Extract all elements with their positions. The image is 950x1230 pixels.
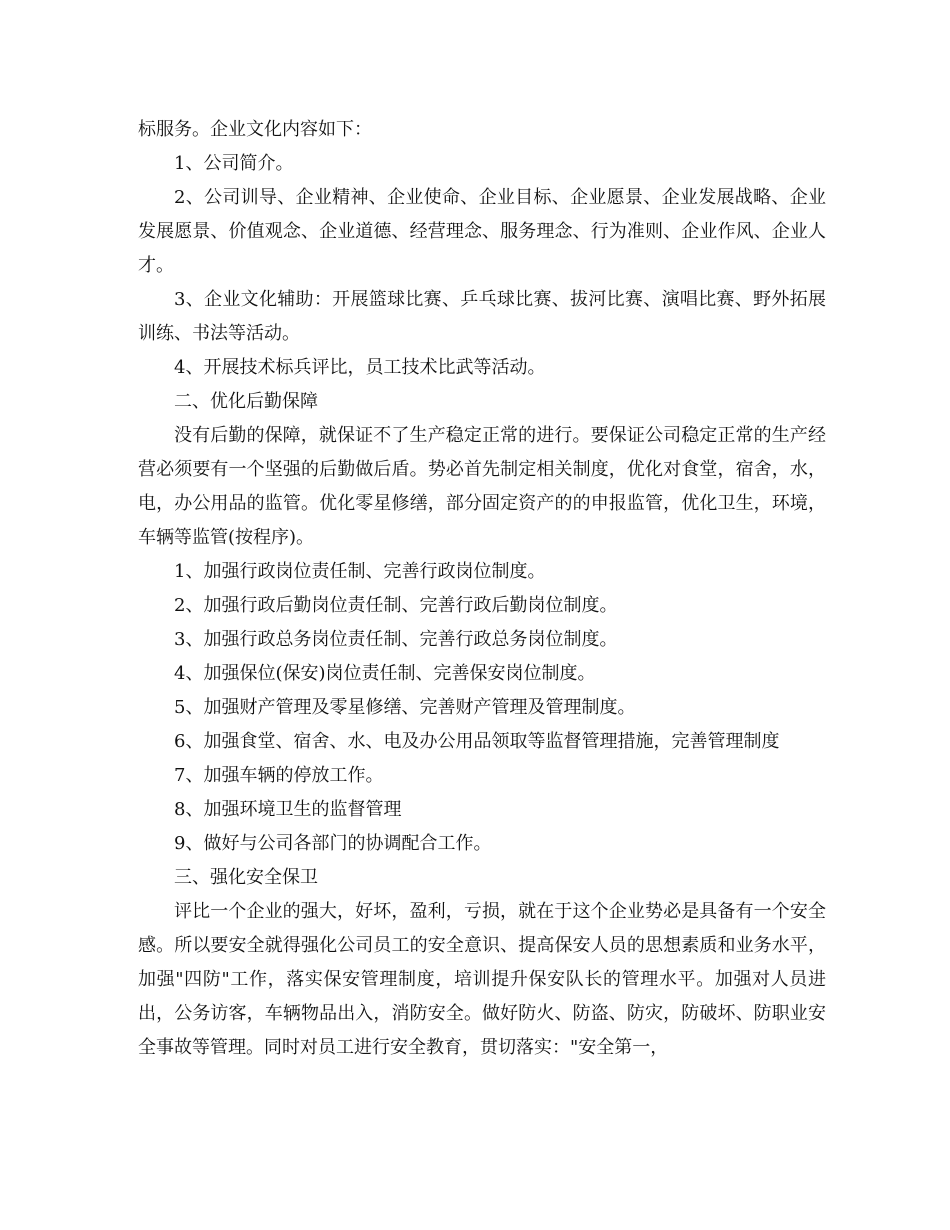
- paragraph-continuation: 标服务。企业文化内容如下：: [138, 119, 372, 140]
- list-item: 5、加强财产管理及零星修缮、完善财产管理及管理制度。: [174, 697, 636, 718]
- list-item-technical-contest: 4、开展技术标兵评比，员工技术比武等活动。: [174, 357, 546, 378]
- list-item-company-intro: 1、公司简介。: [174, 153, 294, 174]
- list-item: 9、做好与公司各部门的协调配合工作。: [174, 833, 492, 854]
- paragraph-security: 评比一个企业的强大，好坏，盈利，亏损，就在于这个企业势必是具备有一个安全感。所以要安全就得强化公司员工的安全意识、提高保安人员的思想素质和业务水平，加强"四防"工作，落实保安管理制度，培训提升保安队长的管理水平。加强对人员进出，公务访客，车辆物品出入，消防安全。做好防火、防盗、防灾，防破坏、防职业安全事故等管理。同时对员工进行安全教育，贯切落实："安全第一，: [138, 901, 826, 1058]
- document-page: [138, 113, 826, 1065]
- list-item: 4、加强保位(保安)岗位责任制、完善保安岗位制度。: [174, 663, 596, 684]
- list-item: 1、加强行政岗位责任制、完善行政岗位制度。: [174, 561, 546, 582]
- section-heading-logistics: 二、优化后勤保障: [174, 391, 318, 412]
- section-heading-security: 三、强化安全保卫: [174, 867, 318, 888]
- list-item: 8、加强环境卫生的监督管理: [174, 799, 402, 820]
- list-item-company-values: 2、公司训导、企业精神、企业使命、企业目标、企业愿景、企业发展战略、企业发展愿景、价值观念、企业道德、经营理念、服务理念、行为准则、企业作风、企业人才。: [138, 187, 826, 276]
- list-item: 3、加强行政总务岗位责任制、完善行政总务岗位制度。: [174, 629, 618, 650]
- list-item: 6、加强食堂、宿舍、水、电及办公用品领取等监督管理措施，完善管理制度: [174, 731, 780, 752]
- list-item: 7、加强车辆的停放工作。: [174, 765, 384, 786]
- paragraph-logistics: 没有后勤的保障，就保证不了生产稳定正常的进行。要保证公司稳定正常的生产经营必须要有一个坚强的后勤做后盾。势必首先制定相关制度，优化对食堂，宿舍，水，电，办公用品的监管。优化零星修缮，部分固定资产的的申报监管，优化卫生，环境，车辆等监管(按程序)。: [138, 425, 826, 548]
- list-item: 2、加强行政后勤岗位责任制、完善行政后勤岗位制度。: [174, 595, 618, 616]
- list-item-culture-activities: 3、企业文化辅助：开展篮球比赛、乒乓球比赛、拔河比赛、演唱比赛、野外拓展训练、书法等活动。: [138, 289, 826, 344]
